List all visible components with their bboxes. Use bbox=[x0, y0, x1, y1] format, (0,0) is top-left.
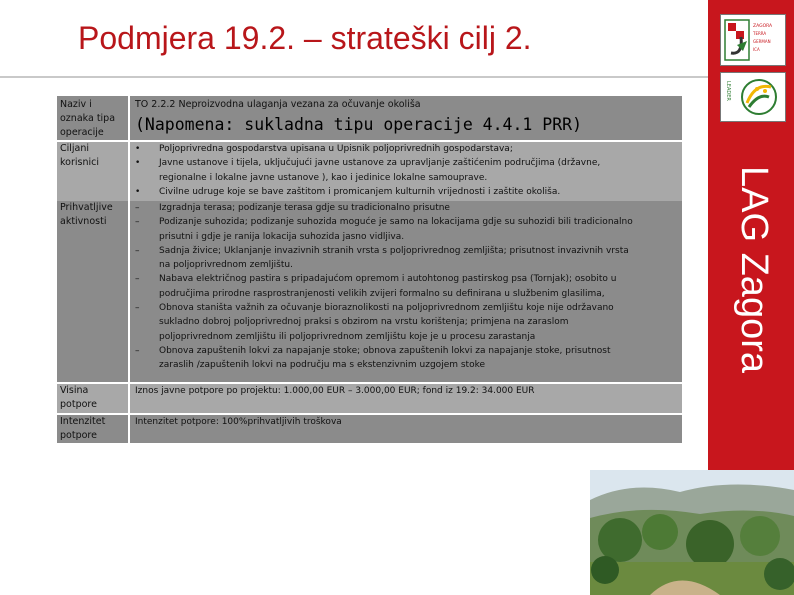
list-item-text: Podizanje suhozida; podizanje suhozida moguće je samo na lokacijama gdje su suhozidi bili tradicionalno bbox=[159, 217, 633, 228]
svg-text:TERRA: TERRA bbox=[753, 31, 767, 36]
list-item-text: Sadnja živice; Uklanjanje invazivnih stranih vrsta s poljoprivrednog zemljišta; prisutnost invazivnih vrsta bbox=[159, 245, 629, 256]
list-item-text: Poljoprivredna gospodarstva upisana u Upisnik poljoprivrednih gospodarstava; bbox=[159, 144, 513, 154]
list-item-continuation: sukladno dobroj poljoprivrednoj praksi s obzirom na vrstu korištenja; primjena na zaraslom bbox=[159, 317, 569, 328]
bullet-marker: – bbox=[135, 274, 140, 285]
list-item-continuation: zaraslih /zapuštenih lokvi na području ma s ekstenzivnim uzgojem stoke bbox=[159, 360, 486, 371]
list-item bbox=[135, 301, 680, 315]
slide-title: Podmjera 19.2. – strateški cilj 2. bbox=[78, 20, 532, 56]
list-item bbox=[135, 244, 680, 258]
row-visina bbox=[57, 382, 682, 413]
list-item-text: Nabava električnog pastira s pripadajućom opremom i autohtonog pastirskog psa (Tornjak); osobito u bbox=[159, 274, 617, 285]
svg-text:GERMAN: GERMAN bbox=[753, 39, 771, 44]
list-item bbox=[135, 142, 680, 156]
list-item-continuation: područjima prirodne rasprostranjenosti velikih zvijeri formalno su definirana u službenim glasilima, bbox=[159, 288, 605, 299]
label-visina: Visina potpore bbox=[57, 384, 130, 413]
list-item bbox=[135, 201, 680, 215]
bullet-marker: – bbox=[135, 245, 140, 256]
list-item-continuation: na poljoprivrednom zemljištu. bbox=[159, 260, 293, 271]
list-item-text: Obnova zapuštenih lokvi za napajanje stoke; obnova zapuštenih lokvi za napajanje stoke, prisutnost bbox=[159, 345, 611, 356]
title-underline bbox=[0, 76, 708, 78]
list-item-continuation: regionalne i lokalne javne ustanove ), kao i jedinice lokalne samouprave. bbox=[159, 172, 488, 183]
label-korisnici: Ciljani korisnici bbox=[57, 142, 130, 201]
value-naziv bbox=[130, 96, 682, 140]
list-item bbox=[135, 344, 680, 358]
value-aktivnosti bbox=[130, 201, 682, 382]
bullet-marker: – bbox=[135, 217, 140, 228]
lag-zagora-side-label: LAG Zagora bbox=[733, 166, 775, 373]
list-item-continuation: prisutni i gdje je ranija lokacija suhozida jasno vidljiva. bbox=[159, 231, 405, 242]
svg-text:ICA: ICA bbox=[753, 47, 760, 52]
bullet-marker: • bbox=[135, 158, 141, 169]
list-item-continuation: poljoprivrednom zemljištu ili poljoprivrednom zemljištu koje je u procesu zarastanja bbox=[159, 331, 536, 342]
list-item bbox=[135, 156, 680, 170]
svg-text:ZAGORA: ZAGORA bbox=[753, 24, 773, 29]
landscape-photo bbox=[590, 470, 794, 595]
row-naziv bbox=[57, 96, 682, 140]
operation-code: TO 2.2.2 Neproizvodna ulaganja vezana za očuvanje okoliša bbox=[135, 99, 421, 110]
operation-note: (Napomena: sukladna tipu operacije 4.4.1 PRR) bbox=[135, 115, 583, 134]
lag-zagora-logo bbox=[720, 14, 786, 66]
leader-logo bbox=[720, 72, 786, 122]
value-intenzitet: Intenzitet potpore: 100%prihvatljivih troškova bbox=[135, 417, 342, 427]
row-intenzitet bbox=[57, 413, 682, 443]
label-naziv: Naziv i oznaka tipa operacije bbox=[57, 96, 130, 140]
list-item-text: Izgradnja terasa; podizanje terasa gdje su tradicionalno prisutne bbox=[159, 203, 450, 213]
bullet-marker: – bbox=[135, 203, 140, 213]
bullet-marker: • bbox=[135, 186, 141, 197]
list-item-text: Obnova staništa važnih za očuvanje bioraznolikosti na poljoprivrednom zemljištu koje nije održavano bbox=[159, 303, 614, 314]
value-korisnici bbox=[130, 142, 682, 201]
bullet-marker: – bbox=[135, 303, 140, 314]
list-item-text: Civilne udruge koje se bave zaštitom i promicanjem kulturnih vrijednosti i zaštite okoliša. bbox=[159, 186, 561, 197]
list-item bbox=[135, 272, 680, 286]
label-aktivnosti: Prihvatljive aktivnosti bbox=[57, 201, 130, 382]
bullet-marker: – bbox=[135, 345, 140, 356]
measure-table bbox=[57, 96, 682, 443]
list-item-text: Javne ustanove i tijela, uključujući javne ustanove za upravljanje zaštićenim područjima (državne, bbox=[159, 158, 601, 169]
list-item bbox=[135, 185, 680, 199]
svg-text:LEADER: LEADER bbox=[725, 81, 731, 101]
list-item bbox=[135, 215, 680, 229]
row-aktivnosti bbox=[57, 201, 682, 382]
label-intenzitet: Intenzitet potpore bbox=[57, 415, 130, 443]
row-korisnici bbox=[57, 140, 682, 201]
bullet-marker: • bbox=[135, 144, 141, 154]
value-visina: Iznos javne potpore po projektu: 1.000,00 EUR – 3.000,00 EUR; fond iz 19.2: 34.000 EUR bbox=[135, 386, 535, 396]
